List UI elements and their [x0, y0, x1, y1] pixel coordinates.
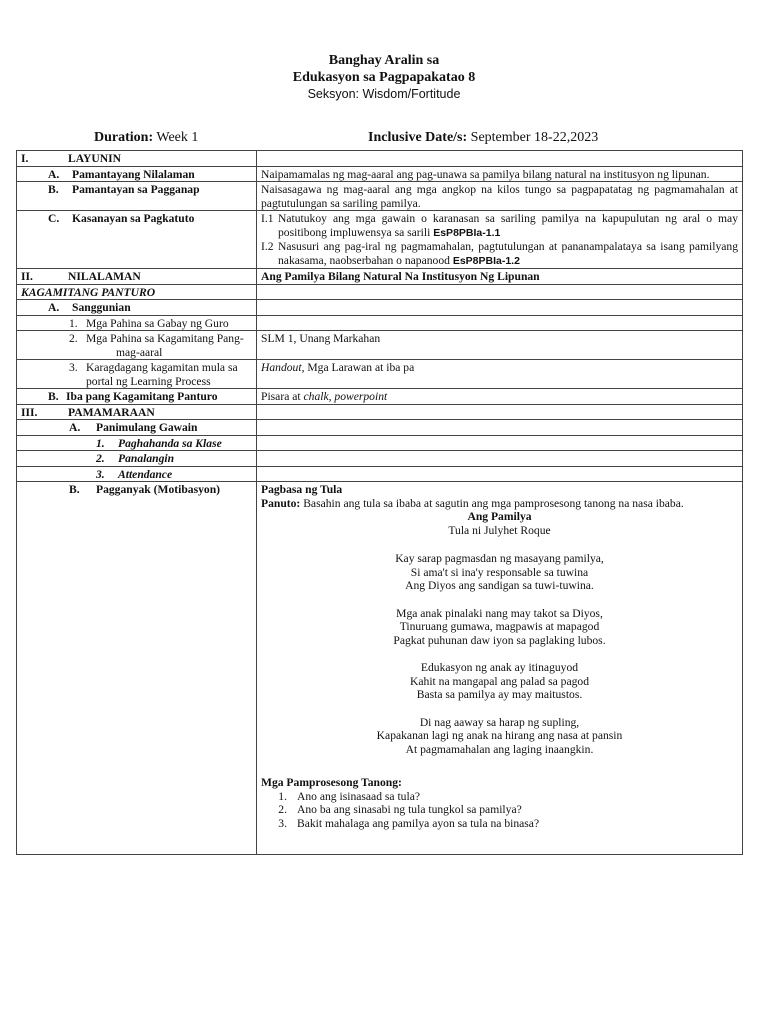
- competency-code: EsP8PBIa-1.2: [452, 254, 520, 267]
- competency-text: Natutukoy ang mga gawain o karanasan sa sariling pamilya na kapupulutan ng aral o may positibong impluwensya sa sarili: [278, 212, 738, 239]
- row-label: [17, 389, 257, 405]
- row-number: A.: [69, 421, 81, 434]
- row-label: [17, 182, 257, 211]
- poem-line: Ang Diyos ang sandigan sa tuwi-tuwina.: [405, 579, 594, 592]
- row-label: [17, 166, 257, 182]
- row-content: Naipamamalas ng mag-aaral ang pag-unawa sa pamilya bilang natural na institusyon ng lipunan.: [257, 166, 743, 182]
- poem-line: Edukasyon ng anak ay itinaguyod: [420, 661, 579, 674]
- row-number: A.: [48, 301, 60, 314]
- poem-line: Kapakanan lagi ng anak na hirang ang nasa at pansin: [376, 729, 623, 742]
- table-row: [17, 360, 743, 389]
- dates-value: September 18-22,2023: [467, 130, 599, 145]
- list-item: [261, 790, 738, 804]
- poem: [261, 510, 738, 756]
- poem-line: Di nag aaway sa harap ng supling,: [419, 715, 580, 729]
- row-number: III.: [21, 405, 38, 419]
- poem-line: Kahit na mangapal ang palad sa pagod: [410, 674, 589, 688]
- row-label-text: Pamantayan sa Pagganap: [72, 183, 200, 196]
- question-text: Ano ba ang sinasabi ng tula tungkol sa pamilya?: [297, 803, 522, 816]
- row-label-text: Panalangin: [118, 452, 175, 465]
- table-row: [17, 420, 743, 436]
- row-content: [257, 420, 743, 436]
- poem-line: Pagkat puhunan daw iyon sa paglaking lubos.: [393, 633, 606, 647]
- inclusive-dates: [368, 130, 598, 146]
- row-label: [17, 420, 257, 436]
- row-label: [17, 404, 257, 420]
- row-label-text: LAYUNIN: [68, 152, 122, 165]
- row-number: B.: [48, 183, 59, 196]
- question-number: 1.: [278, 789, 287, 803]
- table-row: [17, 211, 743, 269]
- row-label-text: mag-aaral: [116, 345, 163, 359]
- row-content: [257, 360, 743, 389]
- list-item: [261, 817, 738, 831]
- row-label: [17, 482, 257, 855]
- row-label-text: Attendance: [118, 467, 173, 481]
- row-content: [257, 211, 743, 269]
- competency-text: Nasusuri ang pag-iral ng pagmamahalan, pagtutulungan at pananampalataya sa isang pamilyang nakasama, naobserbahan o napanood: [278, 240, 738, 267]
- row-content: [257, 151, 743, 167]
- row-label-text: Panimulang Gawain: [96, 421, 198, 434]
- table-row: [17, 166, 743, 182]
- document-header: [0, 52, 768, 103]
- content-italic: chalk, powerpoint: [303, 390, 388, 403]
- row-content: Naisasagawa ng mag-aaral ang mga angkop na kilos tungo sa pagpapatatag ng pagmamahalan at pagtutulungan sa sariling pamilya.: [257, 182, 743, 211]
- row-label-text: Iba pang Kagamitang Panturo: [66, 390, 218, 403]
- row-label: [17, 269, 257, 285]
- lesson-plan-table: [16, 150, 743, 855]
- row-content: [257, 315, 743, 331]
- competency-number: I.1: [261, 212, 274, 225]
- question-number: 2.: [278, 803, 287, 816]
- row-number: I.: [21, 152, 29, 165]
- poem-stanza-3: [261, 661, 738, 702]
- row-label-text: Pamantayang Nilalaman: [72, 167, 195, 181]
- row-label: KAGAMITANG PANTURO: [17, 284, 257, 300]
- poem-line: Kay sarap pagmasdan ng masayang pamilya,: [395, 552, 604, 565]
- table-row: [17, 466, 743, 482]
- row-label: [17, 451, 257, 467]
- row-content: [257, 451, 743, 467]
- header-line-2: Edukasyon sa Pagpapakatao 8: [292, 70, 476, 85]
- duration-value: Week 1: [153, 130, 199, 145]
- table-row: [17, 451, 743, 467]
- row-number: 1.: [96, 436, 105, 450]
- row-label-text: Paghahanda sa Klase: [118, 436, 222, 450]
- row-label: [17, 315, 257, 331]
- content-text: Pisara at: [261, 390, 304, 403]
- row-number: C.: [48, 212, 60, 225]
- row-label-text: PAMAMARAAN: [68, 405, 155, 419]
- row-content: [257, 284, 743, 300]
- questions-heading: Mga Pamprosesong Tanong:: [261, 776, 402, 789]
- row-number: 2.: [96, 452, 105, 465]
- row-label: [17, 211, 257, 269]
- poem-stanza-2: [261, 607, 738, 648]
- header-line-1: Banghay Aralin sa: [328, 53, 440, 68]
- poem-line: At pagmamahalan ang laging inaangkin.: [405, 742, 594, 756]
- row-content: [257, 300, 743, 316]
- instructions-text: Basahin ang tula sa ibaba at sagutin ang mga pamprosesong tanong na nasa ibaba.: [300, 496, 684, 510]
- row-number: 2.: [69, 332, 78, 345]
- row-number: 3.: [69, 361, 78, 374]
- row-number: B.: [69, 483, 80, 496]
- row-number: A.: [48, 167, 60, 181]
- question-text: Ano ang isinasaad sa tula?: [297, 789, 420, 803]
- row-label-text: Mga Pahina sa Gabay ng Guro: [86, 316, 229, 330]
- row-label: [17, 466, 257, 482]
- table-row: [17, 404, 743, 420]
- row-content: Ang Pamilya Bilang Natural Na Institusyon Ng Lipunan: [257, 269, 743, 285]
- poem-author: Tula ni Julyhet Roque: [448, 523, 551, 537]
- table-row: [17, 389, 743, 405]
- poem-line: Basta sa pamilya ay may maitustos.: [416, 688, 583, 701]
- row-label-text: Pagganyak (Motibasyon): [96, 483, 220, 496]
- poem-line: Mga anak pinalaki nang may takot sa Diyos,: [396, 606, 603, 620]
- poem-line: Tinuruang gumawa, magpawis at mapagod: [399, 620, 600, 633]
- header-section: Seksyon: Wisdom/Fortitude: [307, 87, 461, 101]
- row-label: [17, 360, 257, 389]
- competency-2: [261, 240, 738, 268]
- row-number: B.: [48, 390, 59, 403]
- competency-1: [261, 212, 738, 240]
- table-row: [17, 482, 743, 855]
- poem-stanza-1: [261, 552, 738, 593]
- competency-number: I.2: [261, 240, 274, 253]
- row-label-text: NILALAMAN: [68, 270, 141, 283]
- row-number: 3.: [96, 467, 105, 481]
- activity-heading: Pagbasa ng Tula: [261, 483, 343, 496]
- table-row: [17, 151, 743, 167]
- table-row: [17, 435, 743, 451]
- instructions-label: Panuto:: [261, 496, 301, 510]
- row-content: [257, 404, 743, 420]
- content-italic: Handout: [261, 361, 302, 374]
- row-label: [17, 151, 257, 167]
- table-row: [17, 284, 743, 300]
- row-number: 1.: [69, 316, 78, 330]
- poem-stanza-4: [261, 716, 738, 757]
- row-content: [257, 389, 743, 405]
- competency-code: EsP8PBIa-1.1: [433, 226, 501, 239]
- row-content: [257, 435, 743, 451]
- question-number: 3.: [278, 816, 287, 830]
- row-label-text: Mga Pahina sa Kagamitang Pang-: [86, 332, 244, 345]
- table-row: [17, 182, 743, 211]
- instructions: [261, 497, 738, 511]
- table-row: [17, 300, 743, 316]
- row-label-text: Kasanayan sa Pagkatuto: [72, 212, 195, 225]
- question-text: Bakit mahalaga ang pamilya ayon sa tula na binasa?: [297, 816, 540, 830]
- pagganyak-content: [257, 482, 743, 855]
- row-label-text: Sanggunian: [72, 301, 131, 314]
- table-row: [17, 269, 743, 285]
- row-label: [17, 331, 257, 360]
- row-content: [257, 466, 743, 482]
- table-row: [17, 331, 743, 360]
- list-item: [261, 803, 738, 817]
- row-content: SLM 1, Unang Markahan: [257, 331, 743, 360]
- duration: [94, 130, 198, 146]
- poem-title: Ang Pamilya: [467, 510, 532, 523]
- row-label: [17, 435, 257, 451]
- row-label: [17, 300, 257, 316]
- dates-label: Inclusive Date/s:: [368, 130, 468, 145]
- row-number: II.: [21, 270, 33, 283]
- content-text: , Mga Larawan at iba pa: [301, 361, 415, 374]
- row-label-text: Karagdagang kagamitan mula sa portal ng Learning Process: [86, 361, 238, 388]
- table-row: [17, 315, 743, 331]
- poem-line: Si ama't si ina'y responsable sa tuwina: [410, 565, 589, 579]
- questions-list: [261, 790, 738, 831]
- duration-label: Duration:: [94, 130, 154, 145]
